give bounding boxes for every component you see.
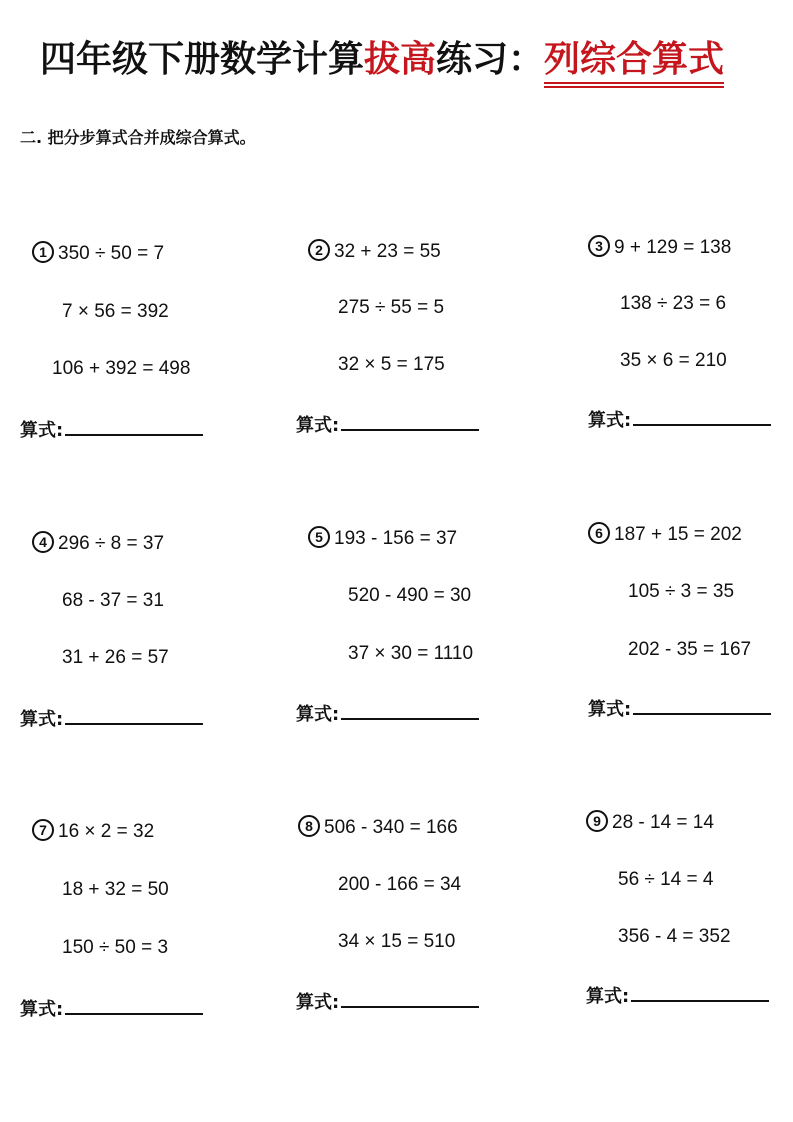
problem-step: 520 - 490 = 30 [348,585,472,606]
answer-blank[interactable] [631,982,769,1002]
problem-step [588,521,742,549]
step-equation: 187 + 15 = 202 [614,524,742,545]
step-equation: 296 ÷ 8 = 37 [58,533,165,554]
problem-number: 4 [32,531,54,553]
problem-number: 8 [298,815,320,837]
problem-4 [20,528,260,738]
title-part-main: 四年级下册数学计算 [40,39,365,80]
problem-step [588,234,731,262]
problem-step [586,809,714,837]
answer-label: 算式: [296,992,340,1013]
problem-number: 7 [32,819,54,841]
problem-number: 3 [588,235,610,257]
answer-blank[interactable] [341,988,479,1008]
problem-step: 7 × 56 = 392 [62,301,169,322]
answer-label: 算式: [20,420,64,441]
problem-step: 31 + 26 = 57 [62,647,169,668]
answer-label: 算式: [588,699,632,720]
problem-step: 356 - 4 = 352 [618,926,731,947]
answer-blank[interactable] [341,700,479,720]
problem-step: 200 - 166 = 34 [338,874,462,895]
problem-step: 18 + 32 = 50 [62,879,169,900]
instruction-text: 二. 把分步算式合并成综合算式。 [20,128,256,147]
problem-step: 105 ÷ 3 = 35 [628,581,735,602]
answer-line [20,995,203,1023]
answer-line [20,416,203,444]
answer-blank[interactable] [65,416,203,436]
answer-blank[interactable] [633,406,771,426]
answer-line [296,988,479,1016]
problem-step: 275 ÷ 55 = 5 [338,297,445,318]
problem-step: 34 × 15 = 510 [338,931,456,952]
answer-blank[interactable] [65,705,203,725]
problem-number: 2 [308,239,330,261]
problem-3 [588,232,793,442]
problem-number: 9 [586,810,608,832]
answer-label: 算式: [20,999,64,1020]
problem-step: 138 ÷ 23 = 6 [620,293,727,314]
answer-label: 算式: [586,986,630,1007]
problem-step: 202 - 35 = 167 [628,639,752,660]
answer-blank[interactable] [633,695,771,715]
problem-step: 37 × 30 = 1110 [348,643,474,664]
title-part-topic: 列综合算式 [544,38,724,84]
title-part-highlight: 拔高 [364,39,437,80]
answer-line [296,411,479,439]
step-equation: 9 + 129 = 138 [614,237,732,258]
problem-step [308,525,457,553]
problem-8 [296,812,536,1022]
step-equation: 506 - 340 = 166 [324,817,458,838]
answer-line [588,406,771,434]
problem-6 [588,519,793,729]
worksheet-title [40,34,760,86]
answer-line [588,695,771,723]
problem-step: 32 × 5 = 175 [338,354,445,375]
step-equation: 28 - 14 = 14 [612,812,714,833]
problem-step [32,818,154,846]
problem-1 [20,238,260,448]
answer-label: 算式: [588,410,632,431]
problem-step: 56 ÷ 14 = 4 [618,869,714,890]
step-equation: 350 ÷ 50 = 7 [58,243,165,264]
answer-blank[interactable] [341,411,479,431]
answer-line [296,700,479,728]
step-equation: 193 - 156 = 37 [334,528,458,549]
problem-step [308,238,441,266]
answer-label: 算式: [296,704,340,725]
answer-line [586,982,769,1010]
problem-step: 106 + 392 = 498 [52,358,191,379]
problem-step: 150 ÷ 50 = 3 [62,937,169,958]
problem-number: 5 [308,526,330,548]
answer-label: 算式: [296,415,340,436]
answer-blank[interactable] [65,995,203,1015]
problem-9 [586,807,793,1017]
problem-step: 35 × 6 = 210 [620,350,727,371]
problem-step [32,240,164,268]
step-equation: 32 + 23 = 55 [334,241,441,262]
problem-2 [296,236,536,446]
problem-step: 68 - 37 = 31 [62,590,164,611]
problem-step [298,814,458,842]
title-part-practice: 练习： [436,39,545,80]
answer-label: 算式: [20,709,64,730]
answer-line [20,705,203,733]
problem-step [32,530,164,558]
step-equation: 16 × 2 = 32 [58,821,155,842]
problem-number: 1 [32,241,54,263]
problem-7 [20,816,260,1026]
problem-number: 6 [588,522,610,544]
problem-5 [296,523,536,733]
